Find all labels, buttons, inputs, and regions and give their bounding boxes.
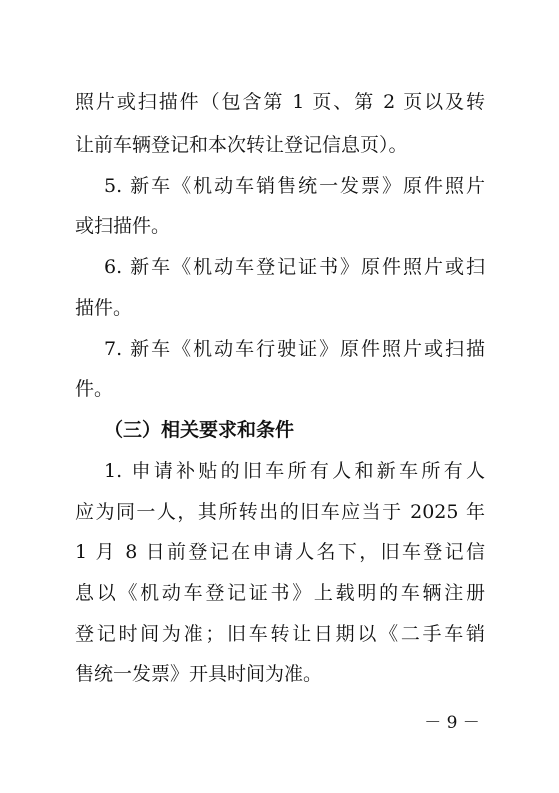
text-line-15: 售统一发票》开具时间为准。 [75,663,323,685]
text-line-8: 件。 [75,378,114,400]
text-line-13: 息以《机动车登记证书》上载明的车辆注册 [75,582,485,604]
section-heading: （三）相关要求和条件 [104,419,295,441]
text-line-1: 照片或扫描件（包含第 1 页、第 2 页以及转 [75,91,485,113]
text-line-4: 或扫描件。 [75,215,171,237]
text-line-7: 7. 新车《机动车行驶证》原件照片或扫描 [104,338,485,360]
text-line-2: 让前车辆登记和本次转让登记信息页）。 [75,134,408,156]
text-line-5: 6. 新车《机动车登记证书》原件照片或扫 [104,256,485,278]
text-line-11: 应为同一人，其所转出的旧车应当于 2025 年 [75,501,485,523]
text-line-3: 5. 新车《机动车销售统一发票》原件照片 [104,175,485,197]
text-line-10: 1. 申请补贴的旧车所有人和新车所有人 [104,460,485,482]
page-number: － 9 － [424,713,480,733]
text-line-12: 1 月 8 日前登记在申请人名下，旧车登记信 [75,541,485,563]
text-line-14: 登记时间为准；旧车转让日期以《二手车销 [75,623,485,645]
text-line-6: 描件。 [75,297,133,319]
